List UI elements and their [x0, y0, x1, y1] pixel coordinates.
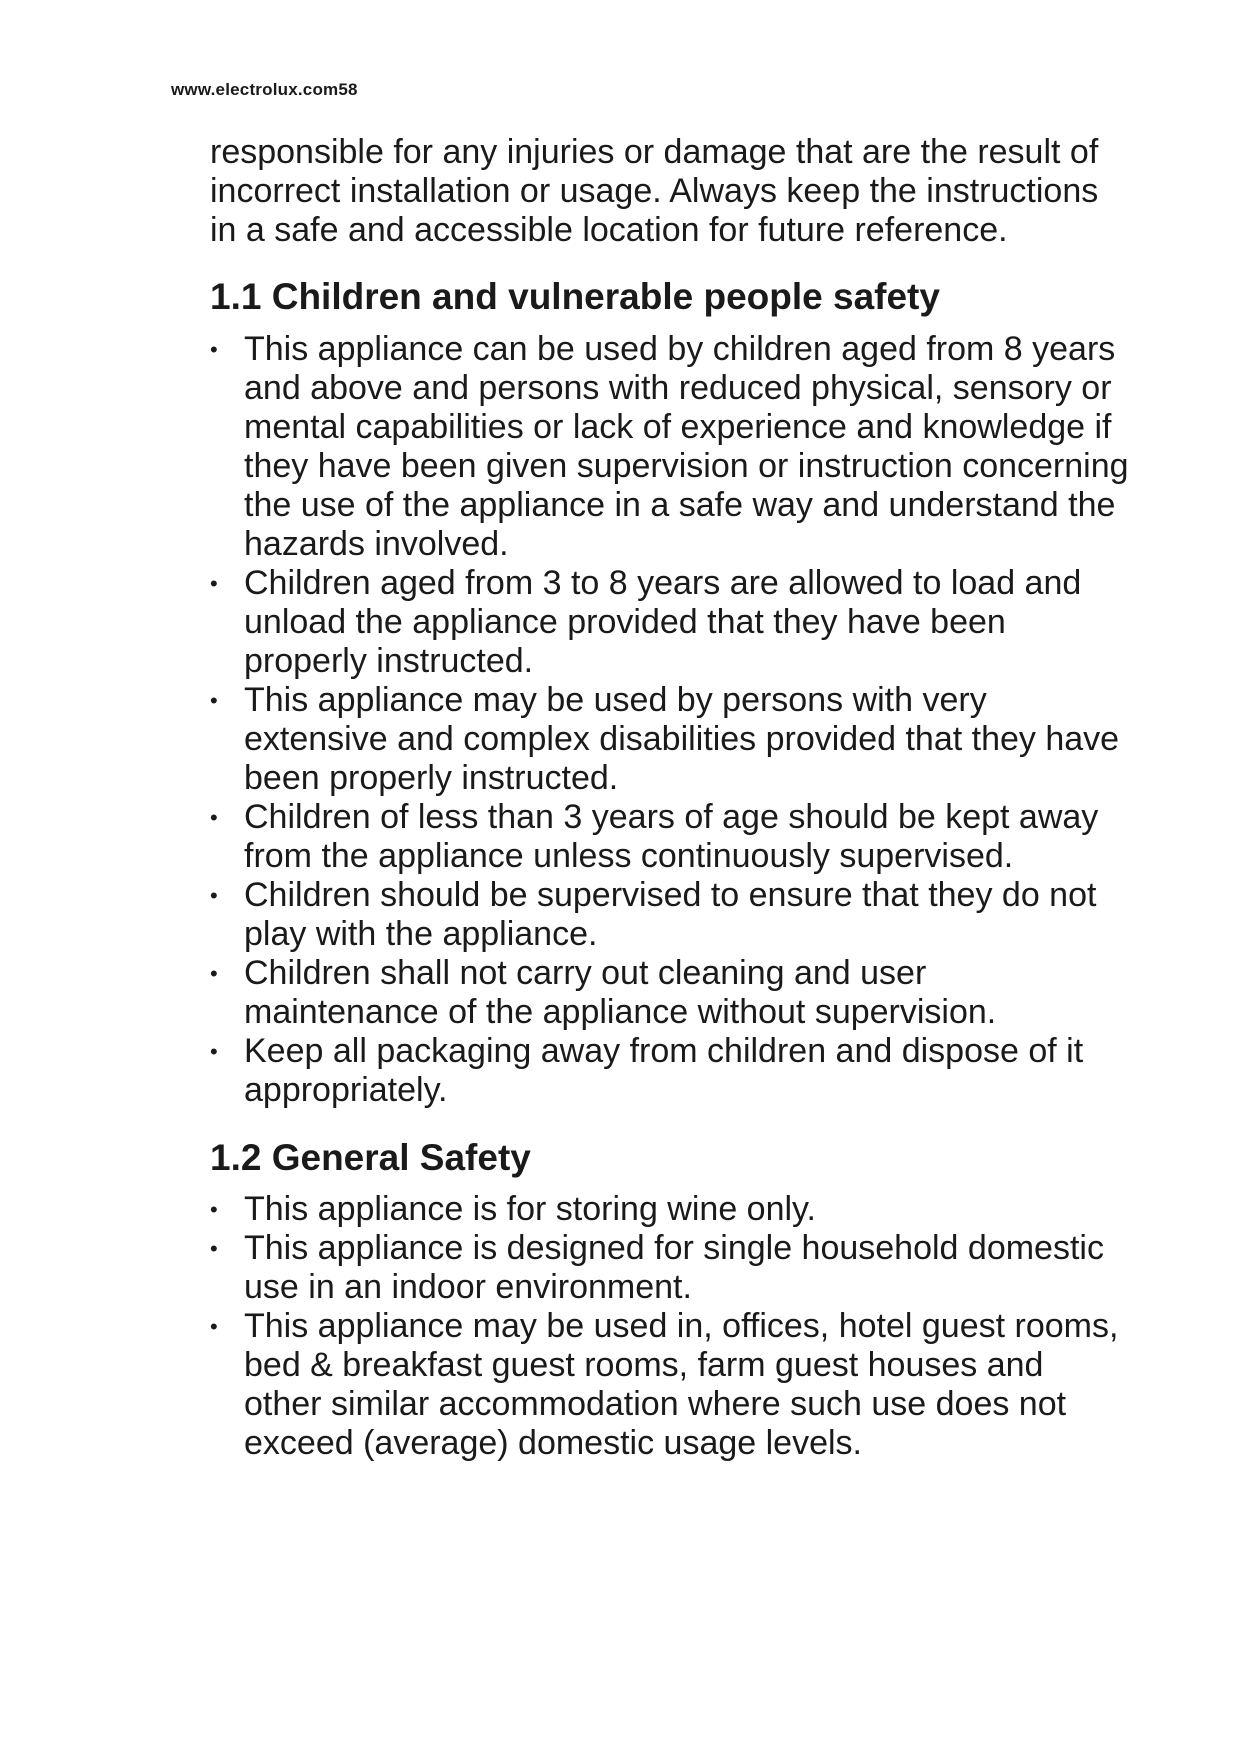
intro-paragraph: responsible for any injuries or damage that are the result of incorrect installation or usage. Always keep the instructions in a safe and accessible location for future reference. — [210, 133, 1099, 249]
bullet-icon: • — [210, 961, 218, 986]
bullet-icon: • — [210, 883, 218, 908]
section-number: 1.2 — [210, 1137, 262, 1178]
bullet-icon: • — [210, 571, 218, 596]
general-safety-list — [210, 1190, 1130, 1463]
list-item — [210, 330, 1130, 564]
list-item — [210, 681, 1130, 798]
list-item-text: This appliance is designed for single household domestic use in an indoor environment. — [244, 1229, 1104, 1306]
section-number: 1.1 — [210, 276, 262, 317]
bullet-icon: • — [210, 337, 218, 362]
list-item-text: This appliance may be used by persons with very extensive and complex disabilities provided that they have been properly instructed. — [244, 681, 1120, 797]
list-item — [210, 1229, 1130, 1307]
list-item — [210, 954, 1130, 1032]
bullet-icon: • — [210, 805, 218, 830]
list-item-text: This appliance can be used by children aged from 8 years and above and persons with reduced physical, sensory or mental capabilities or lack of experience and knowledge if they have been given supervision or instruction concerning the use of the appliance in a safe way and understand the hazards involved. — [244, 330, 1129, 563]
list-item — [210, 1190, 1130, 1229]
list-item — [210, 564, 1130, 681]
list-item-text: Children aged from 3 to 8 years are allowed to load and unload the appliance provided that they have been properly instructed. — [244, 564, 1082, 680]
bullet-icon: • — [210, 688, 218, 713]
list-item-text: Children of less than 3 years of age should be kept away from the appliance unless continuously supervised. — [244, 798, 1099, 875]
bullet-icon: • — [210, 1039, 218, 1064]
list-item — [210, 1032, 1130, 1110]
list-item — [210, 1307, 1130, 1463]
bullet-icon: • — [210, 1314, 218, 1339]
section-heading-general-safety — [210, 1136, 1130, 1180]
list-item-text: Children should be supervised to ensure that they do not play with the appliance. — [244, 876, 1097, 953]
page-header-url-page-number: www.electrolux.com58 — [171, 80, 358, 99]
list-item-text: Children shall not carry out cleaning and user maintenance of the appliance without supervision. — [244, 954, 997, 1031]
list-item-text: This appliance is for storing wine only. — [244, 1190, 816, 1228]
list-item — [210, 876, 1130, 954]
section-heading-children-safety — [210, 275, 1130, 319]
list-item-text: Keep all packaging away from children and dispose of it appropriately. — [244, 1032, 1084, 1109]
list-item-text: This appliance may be used in, offices, hotel guest rooms, bed & breakfast guest rooms, farm guest houses and other similar accommodation where such use does not exceed (average) domestic usage levels. — [244, 1307, 1119, 1462]
list-item — [210, 798, 1130, 876]
children-safety-list — [210, 330, 1130, 1110]
section-title-text: General Safety — [271, 1137, 531, 1178]
document-body — [210, 133, 1130, 1463]
bullet-icon: • — [210, 1197, 218, 1222]
section-title-text: Children and vulnerable people safety — [271, 276, 940, 317]
bullet-icon: • — [210, 1236, 218, 1261]
